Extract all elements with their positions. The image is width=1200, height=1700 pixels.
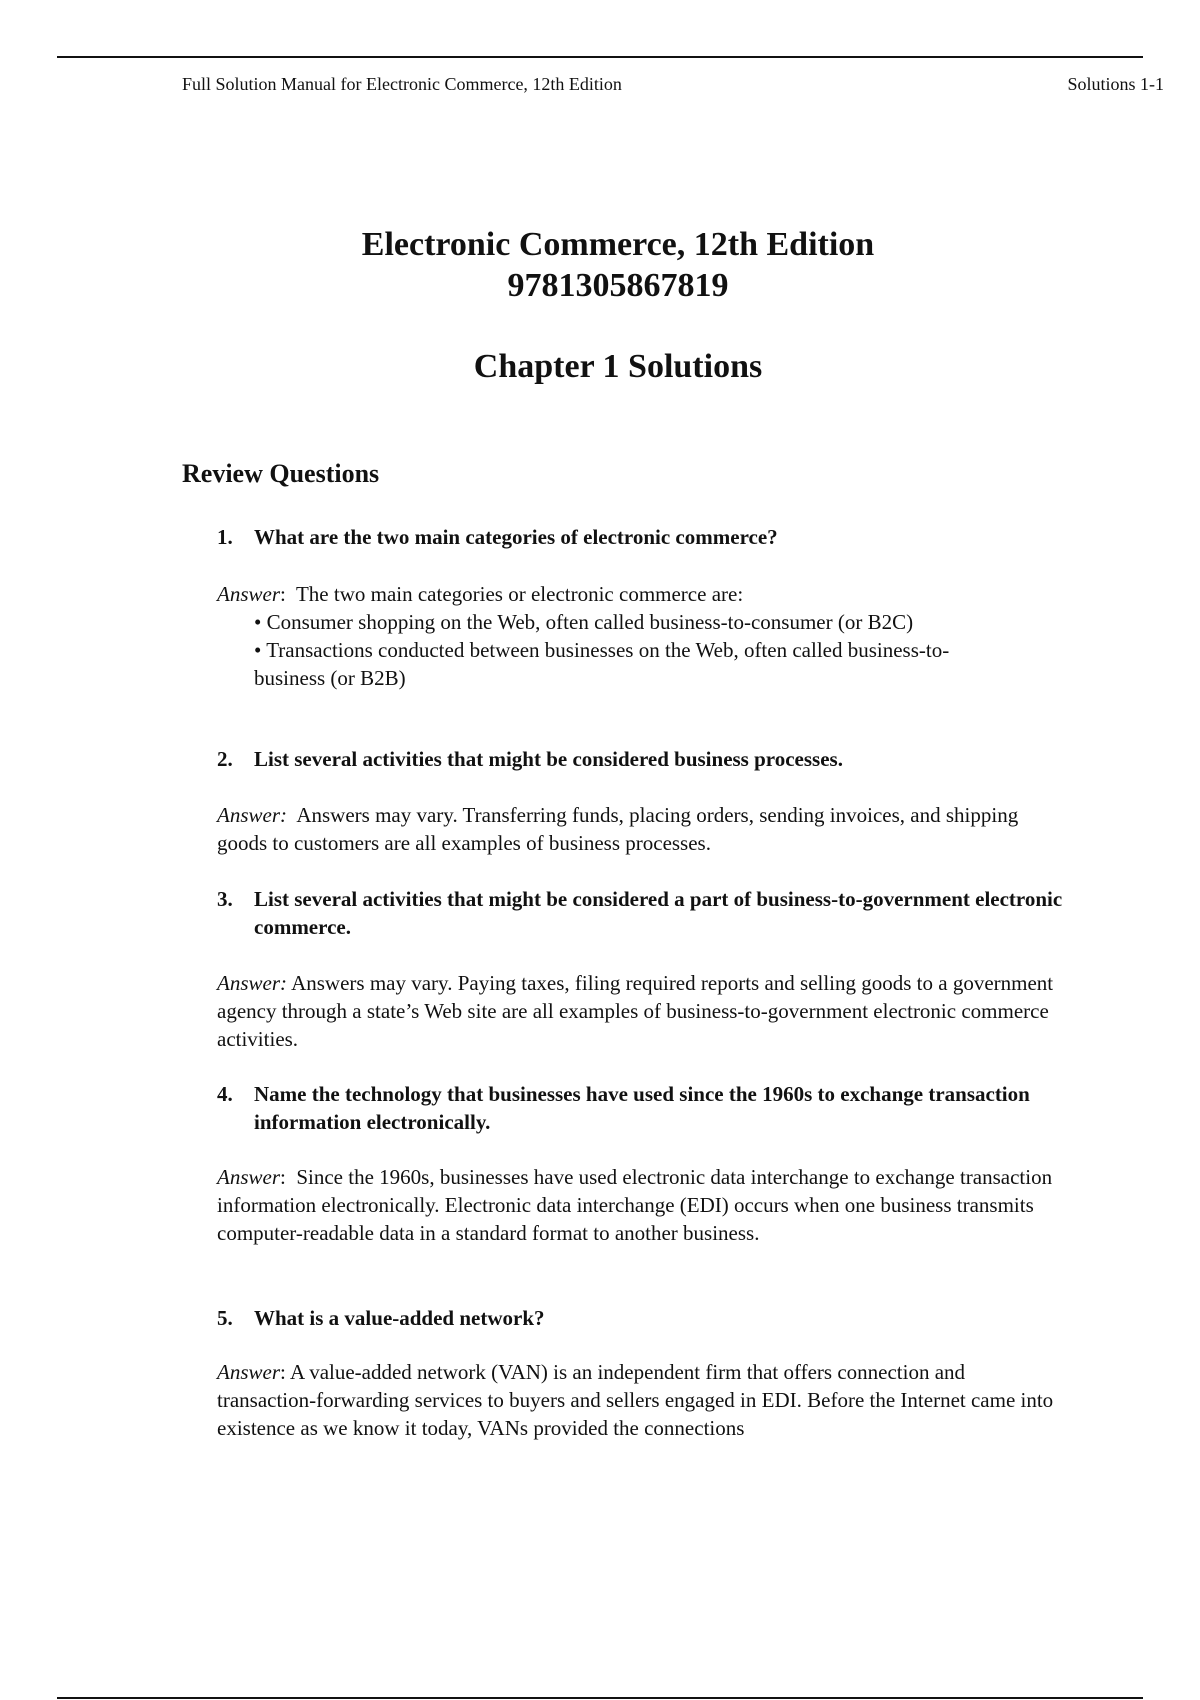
answer-text: Answers may vary. Paying taxes, filing required reports and selling goods to a government agency through a state’s Web site are all examples of business-to-government electronic commerce activities. [217,971,1054,1051]
question-text: What is a value-added network? [254,1306,545,1330]
answer-label: Answer [217,1165,280,1189]
question-text: Name the technology that businesses have used since the 1960s to exchange transaction information electronically. [254,1082,1030,1134]
question-5 [217,1304,1087,1332]
answer-label-colon: : [280,1360,286,1384]
question-1 [217,523,1087,551]
question-number: 3. [217,887,233,911]
question-4 [217,1080,1087,1136]
footer-rule [57,1697,1143,1699]
answer-label: Answer: [217,803,287,827]
running-header-page: Solutions 1-1 [1067,74,1164,94]
question-number: 4. [217,1082,233,1106]
book-title: Electronic Commerce, 12th Edition [361,226,875,263]
answer-label: Answer [217,582,280,606]
answer-text: A value-added network (VAN) is an independent firm that offers connection and transaction-forwarding services to buyers and sellers engaged in EDI. Before the Internet came into existence as we know it today, VANs provided the connections [217,1360,1054,1440]
question-number: 1. [217,525,233,549]
answer-4 [217,1163,1067,1247]
bullet-text: • Transactions conducted between businesses on the Web, often called business-to-business (or B2B) [254,638,950,690]
answer-3 [217,969,1067,1053]
question-text: What are the two main categories of electronic commerce? [254,525,778,549]
chapter-title: Chapter 1 Solutions [473,348,763,385]
answer-text: Since the 1960s, businesses have used electronic data interchange to exchange transaction information electronically. Electronic data interchange (EDI) occurs when one business transmits computer-readable data in a standard format to another business. [217,1165,1053,1245]
question-2 [217,745,1087,773]
answer-text: Answers may vary. Transferring funds, placing orders, sending invoices, and shipping goods to customers are all examples of business processes. [217,803,1019,855]
answer-label-colon: : [280,582,286,606]
question-text: List several activities that might be considered business processes. [254,747,843,771]
answer-text: The two main categories or electronic commerce are: [295,582,744,606]
question-number: 5. [217,1306,233,1330]
question-3 [217,885,1087,941]
question-number: 2. [217,747,233,771]
bullet-text: • Consumer shopping on the Web, often called business-to-consumer (or B2C) [254,610,914,634]
header-rule [57,56,1143,58]
question-text: List several activities that might be considered a part of business-to-government electronic commerce. [254,887,1063,939]
answer-5 [217,1358,1067,1442]
answer-1 [217,580,1067,692]
running-header-title: Full Solution Manual for Electronic Commerce, 12th Edition [182,74,622,94]
answer-2 [217,801,1067,857]
bullet-item [217,608,1067,636]
section-heading: Review Questions [182,459,380,488]
answer-label: Answer: [217,971,287,995]
answer-label: Answer [217,1360,280,1384]
book-isbn: 9781305867819 [507,267,729,304]
bullet-item [217,636,1067,692]
answer-label-colon: : [280,1165,286,1189]
